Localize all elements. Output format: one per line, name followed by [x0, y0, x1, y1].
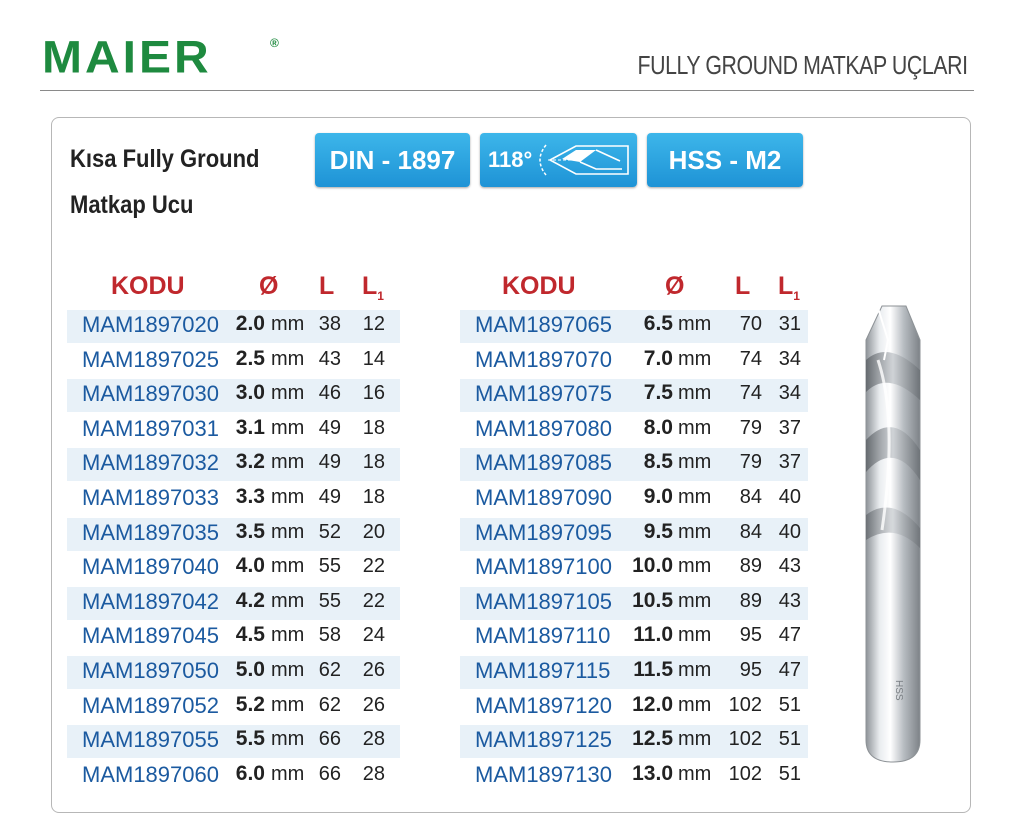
row-length: 49	[318, 451, 341, 474]
table-row	[67, 760, 400, 793]
row-diameter: 13.0	[632, 761, 673, 785]
row-diameter: 5.2	[235, 692, 265, 716]
table-row	[460, 483, 808, 516]
row-code: MAM1897110	[475, 623, 611, 649]
spec-table-left	[67, 272, 400, 787]
row-flute-length: 51	[778, 728, 801, 751]
row-length: 38	[318, 313, 341, 335]
row-diameter: 3.5	[235, 519, 265, 543]
row-code: MAM1897120	[475, 692, 612, 718]
row-unit: mm	[678, 382, 712, 405]
row-code: MAM1897115	[475, 658, 611, 683]
row-unit: mm	[678, 520, 712, 543]
row-unit: mm	[678, 693, 712, 716]
row-unit: mm	[678, 728, 712, 751]
row-diameter: 4.5	[235, 623, 265, 647]
table-row	[67, 587, 400, 620]
row-length: 95	[739, 624, 762, 647]
table-row	[460, 518, 808, 551]
row-code: MAM1897033	[82, 485, 219, 510]
row-flute-length: 47	[778, 659, 801, 681]
row-length: 55	[318, 589, 341, 612]
row-unit: mm	[271, 762, 305, 785]
row-diameter: 10.0	[632, 554, 673, 578]
row-length: 89	[739, 589, 762, 612]
table-row	[460, 725, 808, 758]
row-unit: mm	[678, 555, 712, 578]
row-flute-length: 47	[778, 624, 801, 647]
row-unit: mm	[678, 762, 712, 785]
row-flute-length: 20	[362, 520, 385, 543]
row-diameter: 12.0	[632, 692, 673, 716]
table-row	[460, 552, 808, 585]
row-length: 66	[318, 728, 341, 751]
row-diameter: 4.2	[235, 588, 265, 612]
header-diameter: Ø	[259, 272, 279, 300]
row-code: MAM1897060	[82, 761, 219, 787]
table-row	[460, 448, 808, 481]
row-diameter: 9.5	[643, 519, 673, 543]
din-badge-label: DIN - 1897	[329, 144, 456, 175]
row-length: 46	[318, 382, 341, 405]
row-flute-length: 18	[362, 416, 385, 439]
table-row	[67, 725, 400, 758]
row-flute-length: 22	[362, 555, 385, 578]
row-length: 70	[739, 313, 762, 335]
row-flute-length: 37	[778, 451, 801, 474]
row-code: MAM1897035	[82, 519, 219, 545]
row-code: MAM1897095	[475, 519, 612, 545]
row-length: 62	[318, 693, 341, 716]
row-diameter: 6.5	[643, 312, 673, 335]
row-flute-length: 18	[362, 451, 385, 474]
header-flute-length-letter: L	[778, 272, 794, 300]
row-diameter: 7.0	[643, 346, 673, 370]
table-row	[67, 518, 400, 551]
row-unit: mm	[271, 589, 305, 612]
row-diameter: 5.0	[235, 658, 265, 681]
table-row	[67, 691, 400, 724]
row-code: MAM1897040	[82, 554, 219, 580]
row-flute-length: 51	[778, 762, 801, 785]
row-diameter: 3.0	[235, 381, 265, 405]
row-flute-length: 51	[778, 693, 801, 716]
table-row	[67, 552, 400, 585]
table-row	[460, 656, 808, 689]
row-unit: mm	[271, 728, 305, 751]
row-diameter: 2.0	[235, 312, 265, 335]
row-length: 74	[739, 382, 762, 405]
row-diameter: 11.0	[633, 623, 673, 647]
angle-badge	[480, 133, 637, 187]
row-diameter: 8.5	[643, 450, 673, 474]
row-flute-length: 12	[362, 313, 385, 335]
row-length: 89	[739, 555, 762, 578]
row-unit: mm	[678, 659, 712, 681]
row-flute-length: 40	[778, 486, 801, 508]
drill-tip-angle-icon	[536, 139, 632, 181]
row-diameter: 7.5	[643, 381, 673, 405]
row-flute-length: 31	[778, 313, 801, 335]
row-length: 79	[739, 416, 762, 439]
row-diameter: 3.3	[235, 485, 265, 508]
table-row	[67, 310, 400, 343]
row-length: 58	[318, 624, 341, 647]
row-diameter: 2.5	[235, 346, 265, 370]
row-code: MAM1897032	[82, 450, 219, 476]
row-code: MAM1897031	[82, 415, 219, 441]
table-row	[67, 448, 400, 481]
registered-mark: ®	[270, 36, 279, 50]
product-title-line1: Kısa Fully Ground	[70, 145, 260, 173]
drill-bit-image	[858, 300, 928, 770]
row-length: 55	[318, 555, 341, 578]
row-length: 84	[739, 486, 762, 508]
row-length: 66	[318, 762, 341, 785]
spec-table-right	[460, 272, 808, 787]
row-code: MAM1897020	[82, 312, 219, 337]
row-unit: mm	[271, 520, 305, 543]
row-code: MAM1897085	[475, 450, 612, 476]
material-badge-label: HSS - M2	[668, 144, 782, 175]
table-row	[67, 379, 400, 412]
row-flute-length: 24	[362, 624, 385, 647]
table-row	[460, 414, 808, 447]
row-flute-length: 18	[362, 486, 385, 508]
row-diameter: 5.5	[235, 727, 265, 751]
row-flute-length: 43	[778, 589, 801, 612]
row-unit: mm	[271, 347, 305, 370]
row-flute-length: 22	[362, 589, 385, 612]
page-heading: FULLY GROUND MATKAP UÇLARI	[637, 50, 968, 80]
row-flute-length: 16	[362, 382, 385, 405]
row-unit: mm	[678, 624, 712, 647]
header-length: L	[319, 272, 335, 300]
row-unit: mm	[271, 555, 305, 578]
header-length: L	[735, 272, 751, 300]
product-title	[70, 136, 259, 228]
row-code: MAM1897080	[475, 415, 612, 441]
row-unit: mm	[678, 589, 712, 612]
row-unit: mm	[678, 416, 712, 439]
din-badge	[315, 133, 470, 187]
row-code: MAM1897105	[475, 588, 612, 614]
row-code: MAM1897055	[82, 727, 219, 753]
row-code: MAM1897025	[82, 346, 219, 372]
row-code: MAM1897065	[475, 312, 612, 337]
row-unit: mm	[271, 693, 305, 716]
row-length: 52	[318, 520, 341, 543]
row-length: 84	[739, 520, 762, 543]
row-length: 43	[318, 347, 341, 370]
table-row	[460, 621, 808, 654]
row-flute-length: 28	[362, 762, 385, 785]
table-row	[460, 587, 808, 620]
row-length: 102	[728, 693, 762, 716]
row-unit: mm	[678, 347, 712, 370]
row-code: MAM1897045	[82, 623, 219, 649]
header-flute-length-sub: 1	[377, 289, 384, 303]
header-flute-length	[778, 272, 800, 303]
row-code: MAM1897090	[475, 485, 612, 510]
header-flute-length-sub: 1	[793, 289, 800, 303]
row-unit: mm	[271, 486, 305, 508]
material-badge	[647, 133, 803, 187]
row-unit: mm	[271, 624, 305, 647]
table-row	[67, 621, 400, 654]
row-length: 74	[739, 347, 762, 370]
row-code: MAM1897100	[475, 554, 612, 580]
row-diameter: 4.0	[235, 554, 265, 578]
row-flute-length: 37	[778, 416, 801, 439]
row-unit: mm	[678, 313, 712, 335]
table-row	[67, 483, 400, 516]
row-code: MAM1897052	[82, 692, 219, 718]
product-title-line2: Matkap Ucu	[70, 191, 194, 219]
svg-text:HSS: HSS	[893, 680, 904, 701]
row-flute-length: 34	[778, 347, 801, 370]
row-diameter: 12.5	[632, 727, 673, 751]
row-diameter: 10.5	[632, 588, 673, 612]
row-unit: mm	[271, 416, 305, 439]
row-unit: mm	[678, 486, 712, 508]
row-length: 62	[318, 659, 341, 681]
row-flute-length: 40	[778, 520, 801, 543]
header-code: KODU	[502, 272, 576, 300]
header-flute-length-letter: L	[362, 272, 378, 300]
row-length: 102	[728, 728, 762, 751]
header-divider	[40, 90, 974, 91]
table-row	[460, 691, 808, 724]
table-row	[460, 379, 808, 412]
row-flute-length: 28	[362, 728, 385, 751]
row-code: MAM1897042	[82, 588, 219, 614]
row-diameter: 8.0	[643, 415, 673, 439]
row-diameter: 6.0	[235, 761, 265, 785]
table-row	[67, 414, 400, 447]
row-code: MAM1897075	[475, 381, 612, 407]
table-row	[460, 760, 808, 793]
header-code: KODU	[111, 272, 185, 300]
row-code: MAM1897030	[82, 381, 219, 407]
table-row	[67, 345, 400, 378]
row-unit: mm	[271, 382, 305, 405]
angle-badge-label: 118°	[488, 147, 533, 172]
row-unit: mm	[271, 313, 305, 335]
row-code: MAM1897130	[475, 761, 612, 787]
table-row	[460, 310, 808, 343]
header-diameter: Ø	[665, 272, 685, 300]
brand-logo: MAIER	[42, 32, 212, 83]
row-unit: mm	[678, 451, 712, 474]
row-flute-length: 34	[778, 382, 801, 405]
header-flute-length	[362, 272, 384, 303]
row-diameter: 3.1	[235, 415, 265, 439]
row-unit: mm	[271, 659, 305, 681]
row-length: 49	[318, 416, 341, 439]
row-code: MAM1897125	[475, 727, 612, 753]
row-flute-length: 26	[362, 659, 385, 681]
table-row	[67, 656, 400, 689]
row-length: 102	[728, 762, 762, 785]
row-flute-length: 14	[362, 347, 385, 370]
row-flute-length: 43	[778, 555, 801, 578]
row-diameter: 9.0	[643, 485, 673, 508]
row-diameter: 3.2	[235, 450, 265, 474]
row-code: MAM1897070	[475, 346, 612, 372]
row-code: MAM1897050	[82, 658, 219, 683]
row-length: 49	[318, 486, 341, 508]
row-length: 79	[739, 451, 762, 474]
row-length: 95	[739, 659, 762, 681]
table-row	[460, 345, 808, 378]
row-diameter: 11.5	[633, 658, 673, 681]
row-flute-length: 26	[362, 693, 385, 716]
row-unit: mm	[271, 451, 305, 474]
